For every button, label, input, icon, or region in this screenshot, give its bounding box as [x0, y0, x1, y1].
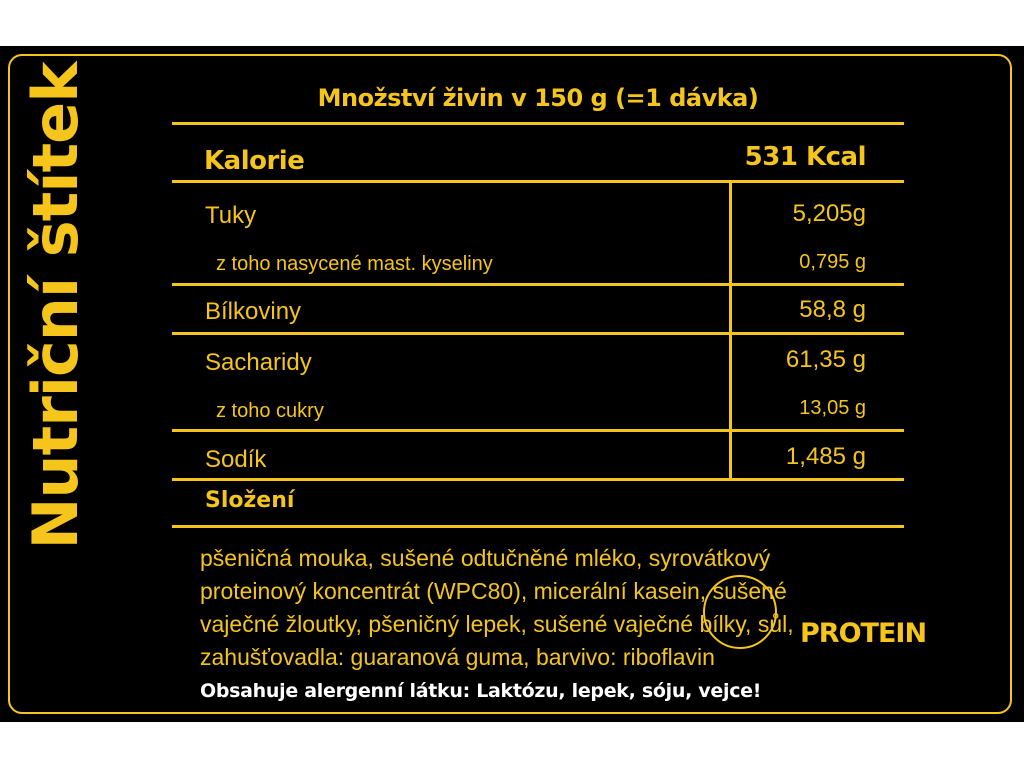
composition-line: proteinový koncentrát (WPC80), micerální kasein, sušené: [200, 578, 787, 604]
circle-logo-icon: [703, 575, 777, 649]
composition-text: [200, 542, 900, 674]
serving-header: Množství živin v 150 g (=1 dávka): [317, 84, 759, 112]
row-carbs-label: Sacharidy: [205, 349, 312, 376]
side-title: Nutriční štítek: [19, 62, 92, 550]
composition-heading: Složení: [205, 488, 295, 513]
composition-line: zahušťovadla: guaranová guma, barvivo: riboflavin: [200, 644, 715, 670]
header-rule: [172, 122, 904, 125]
row-fat-label: Tuky: [205, 202, 257, 229]
row-fat-value: 5,205g: [792, 200, 866, 227]
fat-rule: [172, 283, 904, 286]
calories-value: 531 Kcal: [744, 142, 866, 172]
row-satfat-value: 0,795 g: [799, 251, 866, 273]
row-sugars-label: z toho cukry: [216, 400, 324, 422]
row-sugars-value: 13,05 g: [799, 397, 866, 419]
composition-line: pšeničná mouka, sušené odtučněné mléko, syrovátkový: [200, 545, 771, 571]
calories-label: Kalorie: [204, 146, 305, 176]
brand-logo-text: PROTEIN: [800, 618, 927, 649]
composition-line: vaječné žloutky, pšeničný lepek, sušené vaječné bílky, sůl,: [200, 611, 794, 637]
sodium-rule: [172, 478, 904, 481]
row-carbs-value: 61,35 g: [785, 346, 866, 373]
nutrition-label: [0, 46, 1024, 722]
composition-rule: [172, 525, 904, 528]
row-satfat-label: z toho nasycené mast. kyseliny: [216, 253, 493, 275]
allergen-warning: Obsahuje alergenní látku: Laktózu, lepek, sóju, vejce!: [200, 680, 762, 702]
row-protein-label: Bílkoviny: [205, 298, 302, 325]
row-sodium-label: Sodík: [205, 446, 267, 473]
row-sodium-value: 1,485 g: [785, 443, 866, 470]
row-protein-value: 58,8 g: [799, 296, 866, 323]
protein-rule: [172, 332, 904, 335]
calories-rule: [172, 180, 904, 183]
carbs-rule: [172, 429, 904, 432]
